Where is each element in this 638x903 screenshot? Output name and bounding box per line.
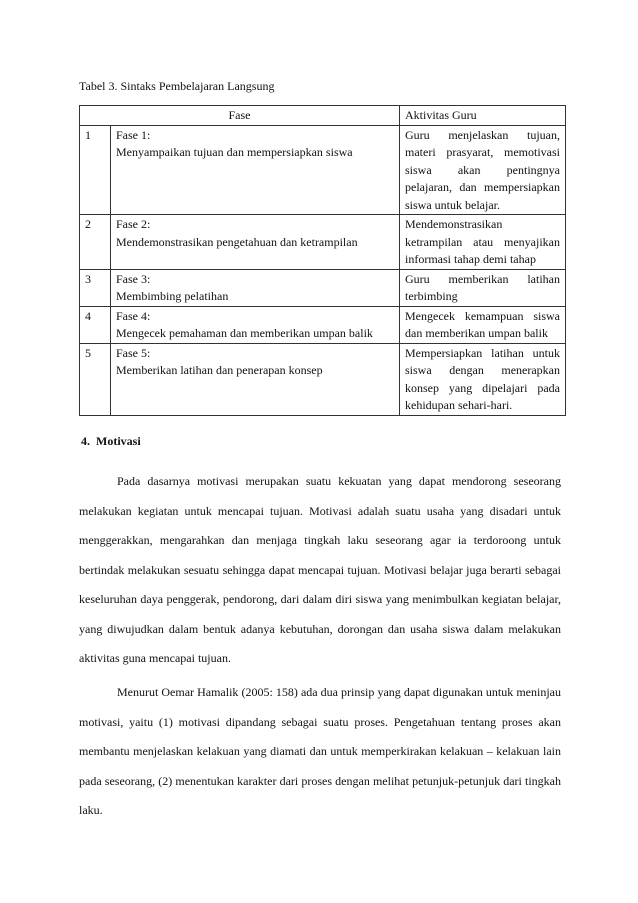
fase-description: Mengecek pemahaman dan memberikan umpan balik — [116, 326, 373, 340]
fase-cell — [111, 125, 400, 215]
fase-title: Fase 1: — [116, 127, 151, 142]
fase-cell — [111, 343, 400, 415]
fase-description: Membimbing pelatihan — [116, 289, 229, 303]
row-number: 2 — [80, 215, 111, 270]
row-number: 5 — [80, 343, 111, 415]
fase-cell — [111, 215, 400, 270]
fase-title: Fase 5: — [116, 345, 151, 360]
table-caption: Tabel 3. Sintaks Pembelajaran Langsung — [79, 79, 275, 93]
row-number: 1 — [80, 125, 111, 215]
fase-cell — [111, 306, 400, 343]
aktivitas-cell: Mengecek kemampuan siswa dan memberikan umpan balik — [400, 306, 566, 343]
table-header-row — [80, 106, 566, 126]
header-aktivitas: Aktivitas Guru — [400, 106, 566, 126]
header-fase: Fase — [80, 106, 400, 126]
paragraph: Pada dasarnya motivasi merupakan suatu kekuatan yang dapat mendorong seseorang melakukan kegiatan untuk mencapai tujuan. Motivasi adalah suatu usaha yang disadari untuk menggerakkan, mengarahkan dan menjaga tingkah laku seseorang agar ia terdoroong untuk bertindak melakukan sesuatu sehingga dapat mencapai tujuan. Motivasi belajar juga berarti sebagai keseluruhan daya penggerak, pendorong, dari dalam diri siswa yang menimbulkan kegiatan belajar, yang diwujudkan dalam bentuk adanya kebutuhan, dorongan dan usaha siswa dalam melakukan aktivitas guna mencapai tujuan. — [79, 474, 561, 665]
paragraph: Menurut Oemar Hamalik (2005: 158) ada dua prinsip yang dapat digunakan untuk meninjau motivasi, yaitu (1) motivasi dipandang sebagai suatu proses. Pengetahuan tentang proses akan membantu menjelaskan kelakuan yang diamati dan untuk memperkirakan kelakuan – kelakuan lain pada seseorang, (2) menentukan karakter dari proses dengan melihat petunjuk-petunjuk dari tingkah laku. — [79, 685, 561, 817]
aktivitas-cell: Mendemonstrasikan ketrampilan atau menyajikan informasi tahap demi tahap — [400, 215, 566, 270]
aktivitas-cell: Mempersiapkan latihan untuk siswa dengan menerapkan konsep yang dipelajari pada kehidupan sehari-hari. — [400, 343, 566, 415]
section-heading: 4. Motivasi — [81, 434, 141, 448]
aktivitas-cell: Guru memberikan latihan terbimbing — [400, 269, 566, 306]
table-row — [80, 343, 566, 415]
fase-title: Fase 3: — [116, 271, 151, 286]
row-number: 3 — [80, 269, 111, 306]
fase-title: Fase 2: — [116, 217, 151, 231]
table-row — [80, 125, 566, 215]
fase-title: Fase 4: — [116, 308, 151, 323]
table-row — [80, 306, 566, 343]
table-row — [80, 215, 566, 270]
fase-description: Menyampaikan tujuan dan mempersiapkan siswa — [116, 145, 353, 159]
sintaks-table — [79, 105, 566, 416]
fase-cell — [111, 269, 400, 306]
aktivitas-cell: Guru menjelaskan tujuan, materi prasyarat, memotivasi siswa akan pentingnya pelajaran, dan mempersiapkan siswa untuk belajar. — [400, 125, 566, 215]
fase-description: Mendemonstrasikan pengetahuan dan ketrampilan — [116, 234, 358, 249]
table-row — [80, 269, 566, 306]
fase-description: Memberikan latihan dan penerapan konsep — [116, 363, 323, 377]
row-number: 4 — [80, 306, 111, 343]
